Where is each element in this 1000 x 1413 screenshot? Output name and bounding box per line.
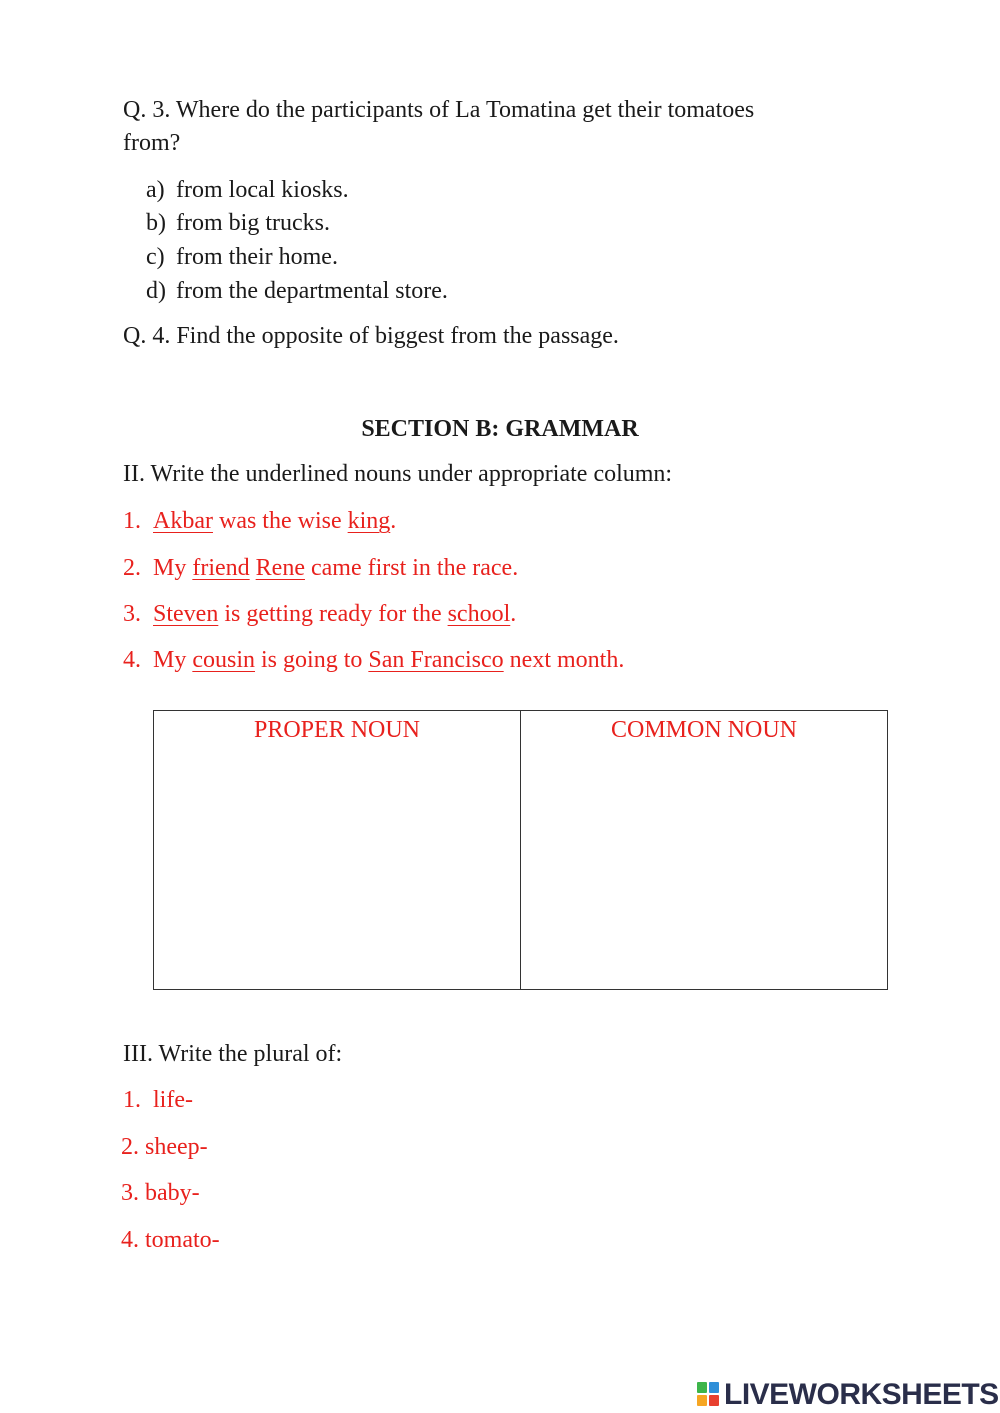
option-text: from their home. [176, 244, 338, 270]
liveworksheets-logo-icon [697, 1382, 721, 1408]
proper-noun-column[interactable] [154, 711, 521, 990]
liveworksheets-logo-text: LIVEWORKSHEETS [724, 1378, 999, 1411]
option-letter: a) [146, 177, 165, 203]
sentence-text: next month. [503, 647, 625, 673]
q3-option-c [146, 241, 338, 273]
section-b-instruction: II. Write the underlined nouns under appropriate column: [123, 461, 673, 487]
question-3-line-2: from? [123, 130, 181, 156]
sentence-number: 4. [123, 647, 141, 673]
sentence-text: is going to [255, 647, 369, 673]
sentence-text: . [390, 508, 397, 534]
q3-option-d [146, 275, 448, 307]
plural-instruction: III. Write the plural of: [123, 1041, 343, 1067]
option-letter: d) [146, 278, 166, 304]
sentence-text: is getting ready for the [218, 601, 448, 627]
proper-noun-header: PROPER NOUN [253, 717, 421, 743]
underlined-noun: San Francisco [368, 647, 504, 673]
question-4: Q. 4. Find the opposite of biggest from the passage. [123, 323, 619, 349]
plural-item-4: 4. tomato- [121, 1227, 220, 1253]
noun-table [153, 710, 888, 990]
sentence-text: came first in the race. [304, 555, 519, 581]
sentence-number: 1. [123, 508, 141, 534]
plural-item-1: 1. life- [123, 1087, 193, 1113]
option-text: from the departmental store. [176, 278, 448, 304]
sentence-text: . [510, 601, 517, 627]
liveworksheets-logo [697, 1378, 999, 1412]
plural-item-3: 3. baby- [121, 1180, 200, 1206]
sentence-4 [123, 644, 624, 676]
sentence-number: 2. [123, 555, 141, 581]
underlined-noun: king [347, 508, 391, 534]
sentence-number: 3. [123, 601, 141, 627]
underlined-noun: Rene [255, 555, 305, 581]
option-letter: c) [146, 244, 165, 270]
plural-item-2: 2. sheep- [121, 1134, 208, 1160]
underlined-noun: school [447, 601, 511, 627]
sentence-text: My [153, 647, 193, 673]
section-b-title: SECTION B: GRAMMAR [361, 416, 639, 442]
underlined-noun: Steven [153, 601, 219, 627]
sentence-1 [123, 505, 396, 537]
q3-option-b [146, 207, 330, 239]
common-noun-header: COMMON NOUN [610, 717, 797, 743]
sentence-2 [123, 552, 518, 584]
underlined-noun: Akbar [153, 508, 213, 534]
option-letter: b) [146, 210, 166, 236]
table-row [154, 711, 888, 990]
sentence-text: My [153, 555, 193, 581]
option-text: from local kiosks. [176, 177, 349, 203]
question-3-line-1: Q. 3. Where do the participants of La Tomatina get their tomatoes [123, 97, 755, 123]
q3-option-a [146, 174, 349, 206]
sentence-3 [123, 598, 516, 630]
underlined-noun: cousin [192, 647, 256, 673]
underlined-noun: friend [192, 555, 250, 581]
sentence-text: was the wise [212, 508, 348, 534]
common-noun-column[interactable] [521, 711, 888, 990]
option-text: from big trucks. [176, 210, 330, 236]
